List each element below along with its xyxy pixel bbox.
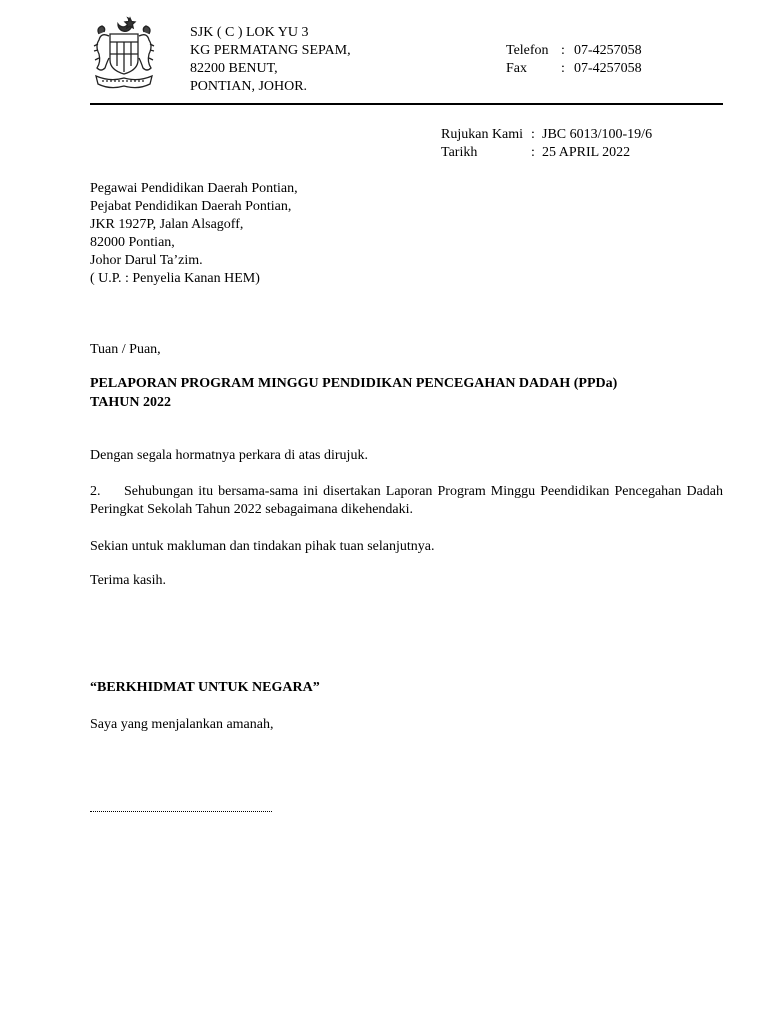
school-address-line: 82200 BENUT, [190, 61, 278, 76]
phone-separator: : [561, 43, 565, 58]
reference-label: Rujukan Kami [441, 127, 524, 142]
phone-label: Telefon [506, 43, 549, 58]
signoff: Saya yang menjalankan amanah, [90, 717, 274, 732]
fax-separator: : [561, 61, 565, 76]
body-paragraph: Terima kasih. [90, 573, 166, 588]
attention-line: ( U.P. : Penyelia Kanan HEM) [90, 271, 260, 286]
body-paragraph-numbered [90, 483, 723, 519]
date-label: Tarikh [441, 145, 478, 160]
signature-line [90, 811, 272, 812]
reference-number: JBC 6013/100-19/6 [542, 127, 653, 142]
motto: “BERKHIDMAT UNTUK NEGARA” [90, 680, 320, 695]
date-separator: : [531, 145, 535, 160]
school-address-line: KG PERMATANG SEPAM, [190, 43, 351, 58]
subject-line: PELAPORAN PROGRAM MINGGU PENDIDIKAN PENCEGAHAN DADAH (PPDa) [90, 376, 618, 391]
body-paragraph: Dengan segala hormatnya perkara di atas dirujuk. [90, 448, 368, 463]
subject-line: TAHUN 2022 [90, 395, 172, 410]
school-name: SJK ( C ) LOK YU 3 [190, 25, 309, 40]
fax-number: 07-4257058 [574, 61, 642, 76]
body-paragraph: Sekian untuk makluman dan tindakan pihak tuan selanjutnya. [90, 539, 435, 554]
recipient-line: Johor Darul Ta’zim. [90, 253, 203, 268]
date-value: 25 APRIL 2022 [542, 145, 631, 160]
header-divider [90, 103, 723, 105]
recipient-line: Pegawai Pendidikan Daerah Pontian, [90, 181, 298, 196]
recipient-line: 82000 Pontian, [90, 235, 175, 250]
salutation: Tuan / Puan, [90, 342, 161, 357]
reference-separator: : [531, 127, 535, 142]
paragraph-text: Sehubungan itu bersama-sama ini disertakan Laporan Program Minggu Peendidikan Pencegahan Dadah Peringkat Sekolah Tahun 2022 sebagaimana dikehendaki. [90, 484, 723, 517]
recipient-line: Pejabat Pendidikan Daerah Pontian, [90, 199, 292, 214]
paragraph-number: 2. [90, 484, 101, 499]
malaysia-coat-of-arms-icon [92, 14, 156, 90]
school-address-line: PONTIAN, JOHOR. [190, 79, 308, 94]
fax-label: Fax [506, 61, 527, 76]
phone-number: 07-4257058 [574, 43, 642, 58]
recipient-line: JKR 1927P, Jalan Alsagoff, [90, 217, 244, 232]
